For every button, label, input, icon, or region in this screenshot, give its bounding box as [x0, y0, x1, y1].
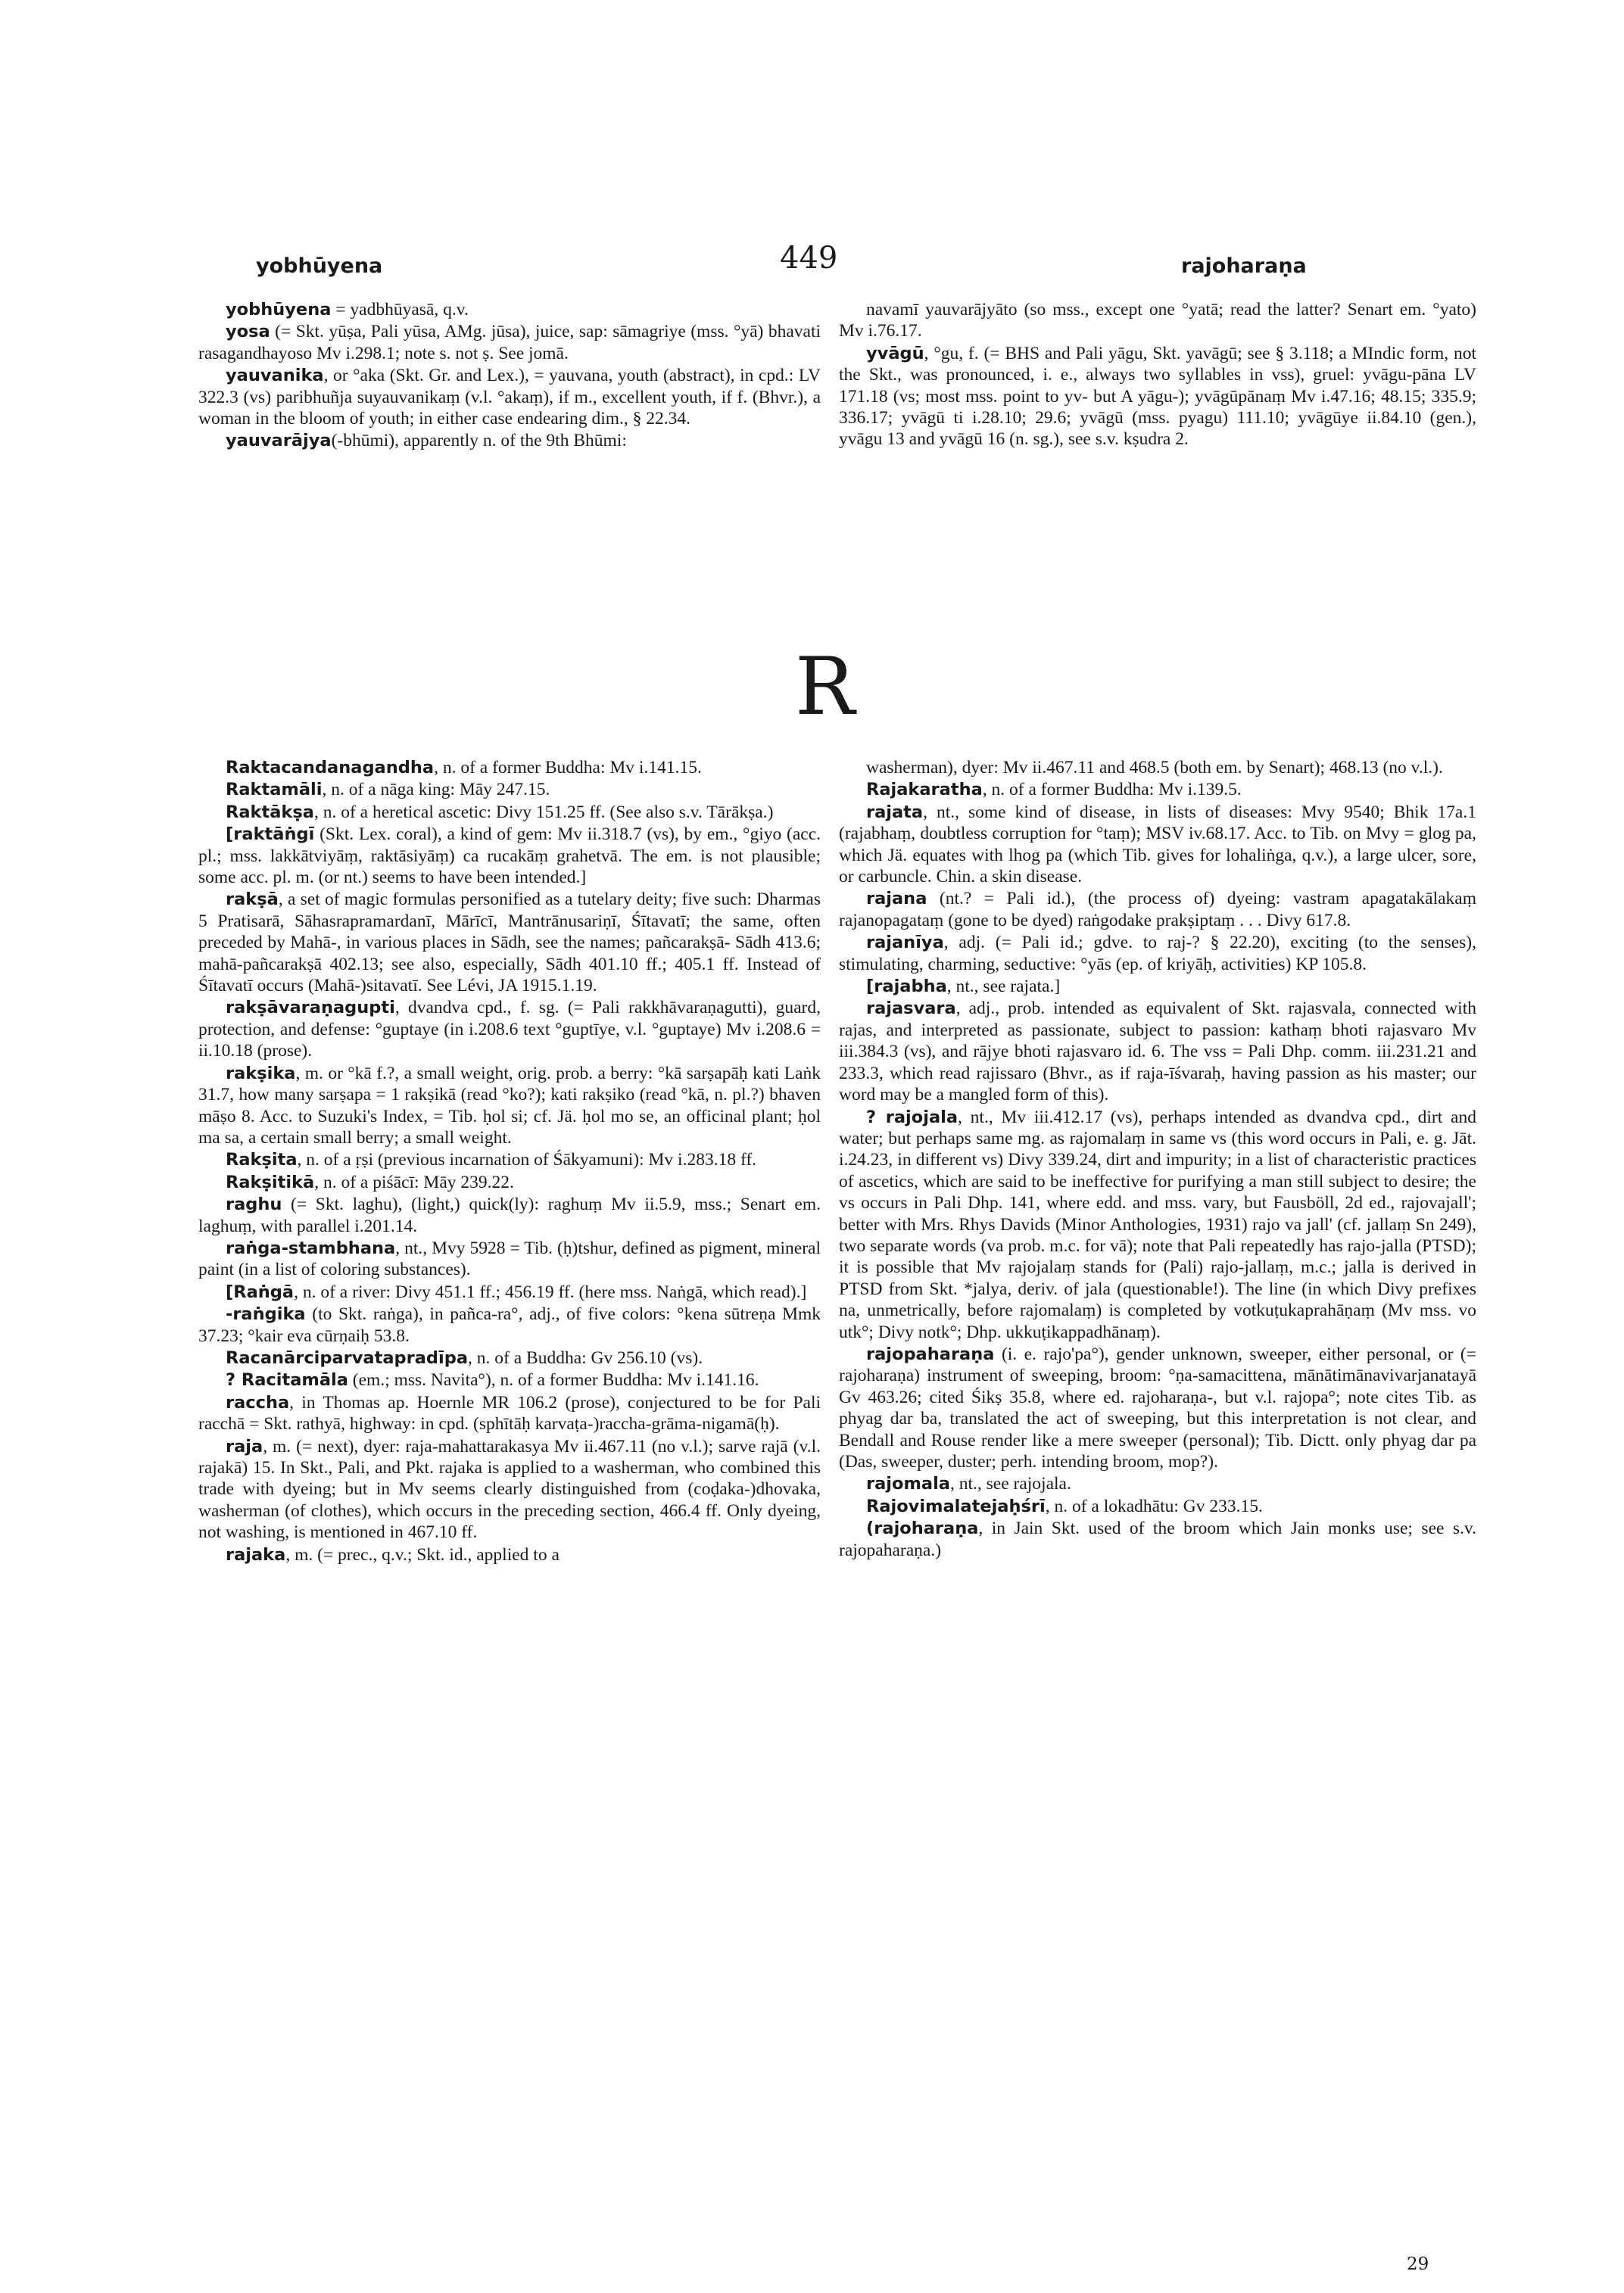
entry-headword: Rakṣitikā [226, 1172, 315, 1192]
entry-headword: (rajoharaṇa [866, 1519, 979, 1539]
running-head-right: rajoharaṇa [1181, 254, 1307, 278]
entry-definition: (em.; mss. Navita°), n. of a former Buddha: Mv i.141.16. [348, 1370, 759, 1391]
entry-definition: , n. of a nāga king: Māy 247.15. [322, 780, 550, 800]
entry-headword: rajaka [226, 1544, 286, 1565]
dictionary-entry [198, 1392, 821, 1435]
entry-headword: rajana [866, 889, 927, 909]
dictionary-entry [198, 365, 821, 429]
main-right-column [839, 757, 1476, 1562]
entry-definition: , dvandva cpd., f. sg. (= Pali rakkhāvaraṇagutti), guard, protection, and defense: °guptaye (in i.208.6 text °guptīye, v.l. °guptaye) Mv i.208.6 = ii.10.18 (prose). [198, 998, 821, 1061]
entry-headword: Raktamāli [226, 780, 323, 800]
entry-definition: , nt., see rajata.] [946, 977, 1061, 997]
entry-definition: , n. of a river: Divy 451.1 ff.; 456.19 ff. (here mss. Naṅgā, which read).] [294, 1282, 807, 1302]
dictionary-entry [839, 757, 1476, 778]
entry-headword: rakṣāvaraṇagupti [226, 998, 395, 1018]
dictionary-entry [198, 1063, 821, 1149]
entry-headword: yosa [226, 322, 270, 342]
dictionary-entry [839, 299, 1476, 342]
dictionary-entry [839, 998, 1476, 1105]
entry-definition: , or °aka (Skt. Gr. and Lex.), = yauvana, youth (abstract), in cpd.: LV 322.3 (vs) paribhuñja suyauvanikaṃ (v.l. °akaṃ), if m., excellent youth, if f. (Bhvr.), a woman in the bloom of youth; in either case endearing dim., § 22.34. [198, 366, 821, 429]
entry-definition: , m. (= next), dyer: raja-mahattarakasya Mv ii.467.11 (no v.l.); sarve rajā (v.l. rajakā) 15. In Skt., Pali, and Pkt. rajaka is applied to a washerman, who combined this trade with dyeing; but in Mv seems clearly distinguished from (coḍaka-)dhovaka, washerman (of clothes), which occurs in the preceding section, 466.4 ff. Only dyeing, not washing, is mentioned in 467.10 ff. [198, 1436, 821, 1543]
entry-headword: Racanārciparvatapradīpa [226, 1347, 469, 1368]
entry-headword: Rakṣita [226, 1150, 298, 1170]
entry-definition: , n. of a former Buddha: Mv i.141.15. [434, 758, 702, 777]
entry-definition: , m. or °kā f.?, a small weight, orig. prob. a berry: °kā sarṣapāḥ kati Laṅk 31.7, how many sarṣapa = 1 rakṣikā (read °ko?); kati rakṣiko (read °kā, n. pl.?) bhaven māṣo 8. Acc. to Suzuki's Index, = Tib. ḥol si; cf. Jä. ḥol mo se, an officinal plant; ḥol ma sa, a certain small berry; a small weight. [198, 1063, 821, 1148]
dictionary-entry [198, 1238, 821, 1281]
running-head [0, 241, 1624, 286]
entry-headword: yauvarājya [226, 431, 332, 451]
entry-headword: [rajabha [866, 977, 947, 997]
entry-definition: (to Skt. raṅga), in pañca-ra°, adj., of five colors: °kena sūtreṇa Mmk 37.23; °kair eva cūrṇaiḥ 53.8. [198, 1304, 821, 1346]
entry-definition: , m. (= prec., q.v.; Skt. id., applied to a [285, 1544, 560, 1565]
entry-headword: Rajakaratha [866, 780, 983, 800]
entry-definition: , n. of a former Buddha: Mv i.139.5. [982, 780, 1242, 800]
entry-headword: rakṣā [226, 889, 279, 910]
dictionary-entry [839, 1473, 1476, 1494]
entry-definition: , nt., see rajojala. [949, 1474, 1071, 1494]
entry-definition: navamī yauvarājyāto (so mss., except one °yatā; read the latter? Senart em. °yato) Mv i.76.17. [839, 300, 1476, 341]
dictionary-entry [198, 299, 821, 320]
entry-headword: raghu [226, 1195, 282, 1215]
entry-definition: , nt., Mvy 5928 = Tib. (ḥ)tshur, defined as pigment, mineral paint (in a list of coloring substances). [198, 1238, 821, 1280]
dictionary-entry [198, 1194, 821, 1237]
entry-headword: Raktākṣa [226, 802, 314, 822]
top-left-column [198, 299, 821, 453]
dictionary-entry [198, 889, 821, 996]
dictionary-entry [839, 888, 1476, 931]
dictionary-entry [198, 1304, 821, 1347]
entry-headword: rajata [866, 802, 924, 822]
dictionary-entry [198, 1347, 821, 1369]
entry-definition: (= Skt. yūṣa, Pali yūsa, AMg. jūsa), juice, sap: sāmagriye (mss. °yā) bhavati rasagandhayoso Mv i.298.1; note s. not ṣ. See jomā. [198, 322, 821, 363]
entry-definition: , n. of a piśācī: Māy 239.22. [314, 1172, 514, 1192]
entry-headword: rajasvara [866, 999, 956, 1019]
dictionary-entry [198, 779, 821, 800]
dictionary-entry [198, 1544, 821, 1566]
dictionary-entry [839, 976, 1476, 997]
entry-headword: [raktāṅgī [226, 824, 315, 845]
dictionary-entry [839, 779, 1476, 800]
entry-headword: [Raṅgā [226, 1282, 295, 1302]
dictionary-entry [198, 757, 821, 778]
entry-headword: -raṅgika [226, 1304, 306, 1325]
dictionary-entry [839, 343, 1476, 450]
dictionary-entry [839, 1496, 1476, 1517]
entry-definition: , a set of magic formulas personified as a tutelary deity; five such: Dharmas 5 Pratisarā, Sāhasrapramardanī, Mārīcī, Mantrānusariṇī, Śītavatī; the same, often preceded by Mahā-, in various places in Sādh, see the names; pañcarakṣā- Sādh 413.6; mahā-pañcarakṣā 402.13; see also, especially, Sādh 401.10 ff.; 405.1 ff. Instead of Śītavatī occurs (Mahā-)sitavatī. See Lévi, JA 1915.1.19. [198, 889, 821, 996]
entry-definition: washerman), dyer: Mv ii.467.11 and 468.5 (both em. by Senart); 468.13 (no v.l.). [866, 758, 1443, 777]
entry-headword: raṅga-stambhana [226, 1238, 396, 1258]
entry-headword: raja [226, 1436, 263, 1456]
entry-headword: Raktacandanagandha [226, 758, 435, 777]
top-right-column [839, 299, 1476, 451]
entry-definition: (-bhūmi), apparently n. of the 9th Bhūmi: [331, 431, 627, 451]
entry-definition: (= Skt. laghu), (light,) quick(ly): raghuṃ Mv ii.5.9, mss.; Senart em. laghuṃ, with parallel i.201.14. [198, 1195, 821, 1236]
entry-headword: rakṣika [226, 1063, 296, 1083]
dictionary-entry [839, 932, 1476, 975]
dictionary-entry [198, 802, 821, 823]
entry-headword: raccha [226, 1392, 290, 1413]
dictionary-entry [839, 802, 1476, 888]
dictionary-entry [839, 1518, 1476, 1561]
entry-definition: , n. of a Buddha: Gv 256.10 (vs). [468, 1347, 703, 1368]
entry-definition: (Skt. Lex. coral), a kind of gem: Mv ii.318.7 (vs), by em., °giyo (acc. pl.; mss. lakkātviyāṃ, raktāsiyāṃ) ca rucakāṃ grahetvā. The em. is not plausible; some acc. pl. m. (or nt.) seems to have been intended.] [198, 824, 821, 888]
dictionary-entry [198, 1436, 821, 1544]
entry-definition: (nt.? = Pali id.), (the process of) dyeing: vastram apagatakālakaṃ rajanopagataṃ (gone to be dyed) raṅgodake prakṣiptaṃ . . . Divy 617.8. [839, 889, 1476, 930]
footer-number: 29 [1407, 2254, 1429, 2274]
entry-headword: rajanīya [866, 933, 944, 953]
entry-headword: ? Racitamāla [226, 1370, 348, 1391]
entry-headword: ? rajojala [866, 1107, 959, 1127]
dictionary-entry [198, 321, 821, 364]
entry-definition: = yadbhūyasā, q.v. [331, 300, 469, 319]
entry-headword: rajopaharaṇa [866, 1344, 995, 1364]
entry-definition: , in Jain Skt. used of the broom which Jain monks use; see s.v. rajopaharaṇa.) [839, 1519, 1476, 1560]
entry-definition: , nt., Mv iii.412.17 (vs), perhaps intended as dvandva cpd., dirt and water; but perhaps same mg. as rajomalaṃ in same vs (this word occurs in Pali, e. g. Jāt. i.24.23, in different vs) Divy 339.24, dirt and impurity; in a list of characteristic practices of ascetics, which are said to be ineffective for purifying a man still subject to desire; the vs occurs in Pali Dhp. 141, where edd. and mss. vary, but Fausböll, 2d ed., rajovajall'; better with Mrs. Rhys Davids (Minor Anthologies, 1931) rajo va jall' (cf. jallaṃ Sn 249), two separate words (va prob. m.c. for vā); note that Pali repeatedly has rajo-jalla (PTSD); it is possible that Mv rajojalaṃ stands for (Pali) rajo-jallaṃ, m.c.; jalla is derived in PTSD from Skt. *jalya, deriv. of jala (questionable!). The line (in which Divy prefixes na, unmetrically, before rajomalaṃ) is completed by votkuṭukaprahāṇaṃ (Mv mss. vo utk°; Divy notk°; Dhp. ukkuṭikappadhānaṃ). [839, 1107, 1476, 1342]
page-number-header: 449 [780, 241, 838, 276]
entry-definition: , nt., some kind of disease, in lists of diseases: Mvy 9540; Bhik 17a.1 (rajabhaṃ, doubtless corruption for °taṃ); MSV iv.68.17. Acc. to Tib. on Mvy = glog pa, which Jä. equates with lhog pa (which Tib. gives for lohaliṅga, q.v.), a large ulcer, sore, or carbuncle. Chin. a skin disease. [839, 802, 1476, 887]
dictionary-entry [198, 1149, 821, 1170]
entry-definition: , n. of a ṛṣi (previous incarnation of Śākyamuni): Mv i.283.18 ff. [297, 1150, 757, 1170]
entry-definition: , °gu, f. (= BHS and Pali yāgu, Skt. yavāgū; see § 3.118; a MIndic form, not the Skt., was pronounced, i. e., always two syllables in vss), gruel: yvāgu-pāna LV 171.18 (vs; most mss. point to yv- but A yāgu-); yvāgūpānaṃ Mv i.47.16; 48.15; 335.9; 336.17; yvāgū ti i.28.10; 29.6; yvāgū (mss. pyagu) 111.10; yvāgūye ii.84.10 (gen.), yvāgu 13 and yvāgū 16 (n. sg.), see s.v. kṣudra 2. [839, 343, 1476, 450]
dictionary-entry [839, 1107, 1476, 1343]
entry-headword: Rajovimalatejaḥśrī [866, 1496, 1046, 1516]
entry-definition: (i. e. rajo'pa°), gender unknown, sweeper, either personal, or (= rajoharaṇa) instrument of sweeping, broom: °ṇa-samacittena, mānātimānavivarjanatayā Gv 463.26; cited Śikṣ 35.8, where ed. rajoharaṇa-, but v.l. rajopa°; note cites Tib. as phyag dar ba, translated the act of sweeping, but this interpretation is not clear, and Bendall and Rouse render like a mere sweeper (personal); Tib. Dictt. only phyag dar pa (Das, sweeper, duster; perh. intending broom, mop?). [839, 1344, 1476, 1472]
dictionary-entry [198, 824, 821, 888]
dictionary-entry [198, 997, 821, 1061]
dictionary-entry [839, 1344, 1476, 1472]
dictionary-entry [198, 1369, 821, 1391]
dictionary-entry [198, 1282, 821, 1303]
section-letter: R [795, 640, 856, 733]
entry-headword: yauvanika [226, 366, 324, 386]
entry-definition: , n. of a lokadhātu: Gv 233.15. [1045, 1496, 1263, 1516]
entry-definition: , adj. (= Pali id.; gdve. to raj-? § 22.20), exciting (to the senses), stimulating, charming, seductive: °yās (ep. of kriyāḥ, activities) KP 105.8. [839, 933, 1476, 974]
main-left-column [198, 757, 821, 1566]
dictionary-entry [198, 1172, 821, 1193]
dictionary-entry [198, 430, 821, 451]
entry-definition: , n. of a heretical ascetic: Divy 151.25 ff. (See also s.v. Tārākṣa.) [313, 802, 774, 822]
running-head-left: yobhūyena [256, 254, 383, 278]
entry-definition: , adj., prob. intended as equivalent of Skt. rajasvala, connected with rajas, and interpreted as passionate, subject to passion: kathaṃ bhoti rajasvaro Mv iii.384.3 (vs), and rājye bhoti rajasvaro id. 6. The vss = Pali Dhp. comm. iii.231.21 and 233.3, which read rajissaro (Bhvr., as if raja-īśvaraḥ, having passion as his master; our word may be a mangled form of this). [839, 999, 1476, 1105]
entry-headword: yobhūyena [226, 300, 332, 319]
entry-headword: rajomala [866, 1474, 950, 1494]
entry-headword: yvāgū [866, 343, 924, 363]
entry-definition: , in Thomas ap. Hoernle MR 106.2 (prose), conjectured to be for Pali racchā = Skt. rathyā, highway: in cpd. (sphītāḥ karvaṭa-)raccha-grāma-nigamā(ḥ). [198, 1392, 821, 1435]
